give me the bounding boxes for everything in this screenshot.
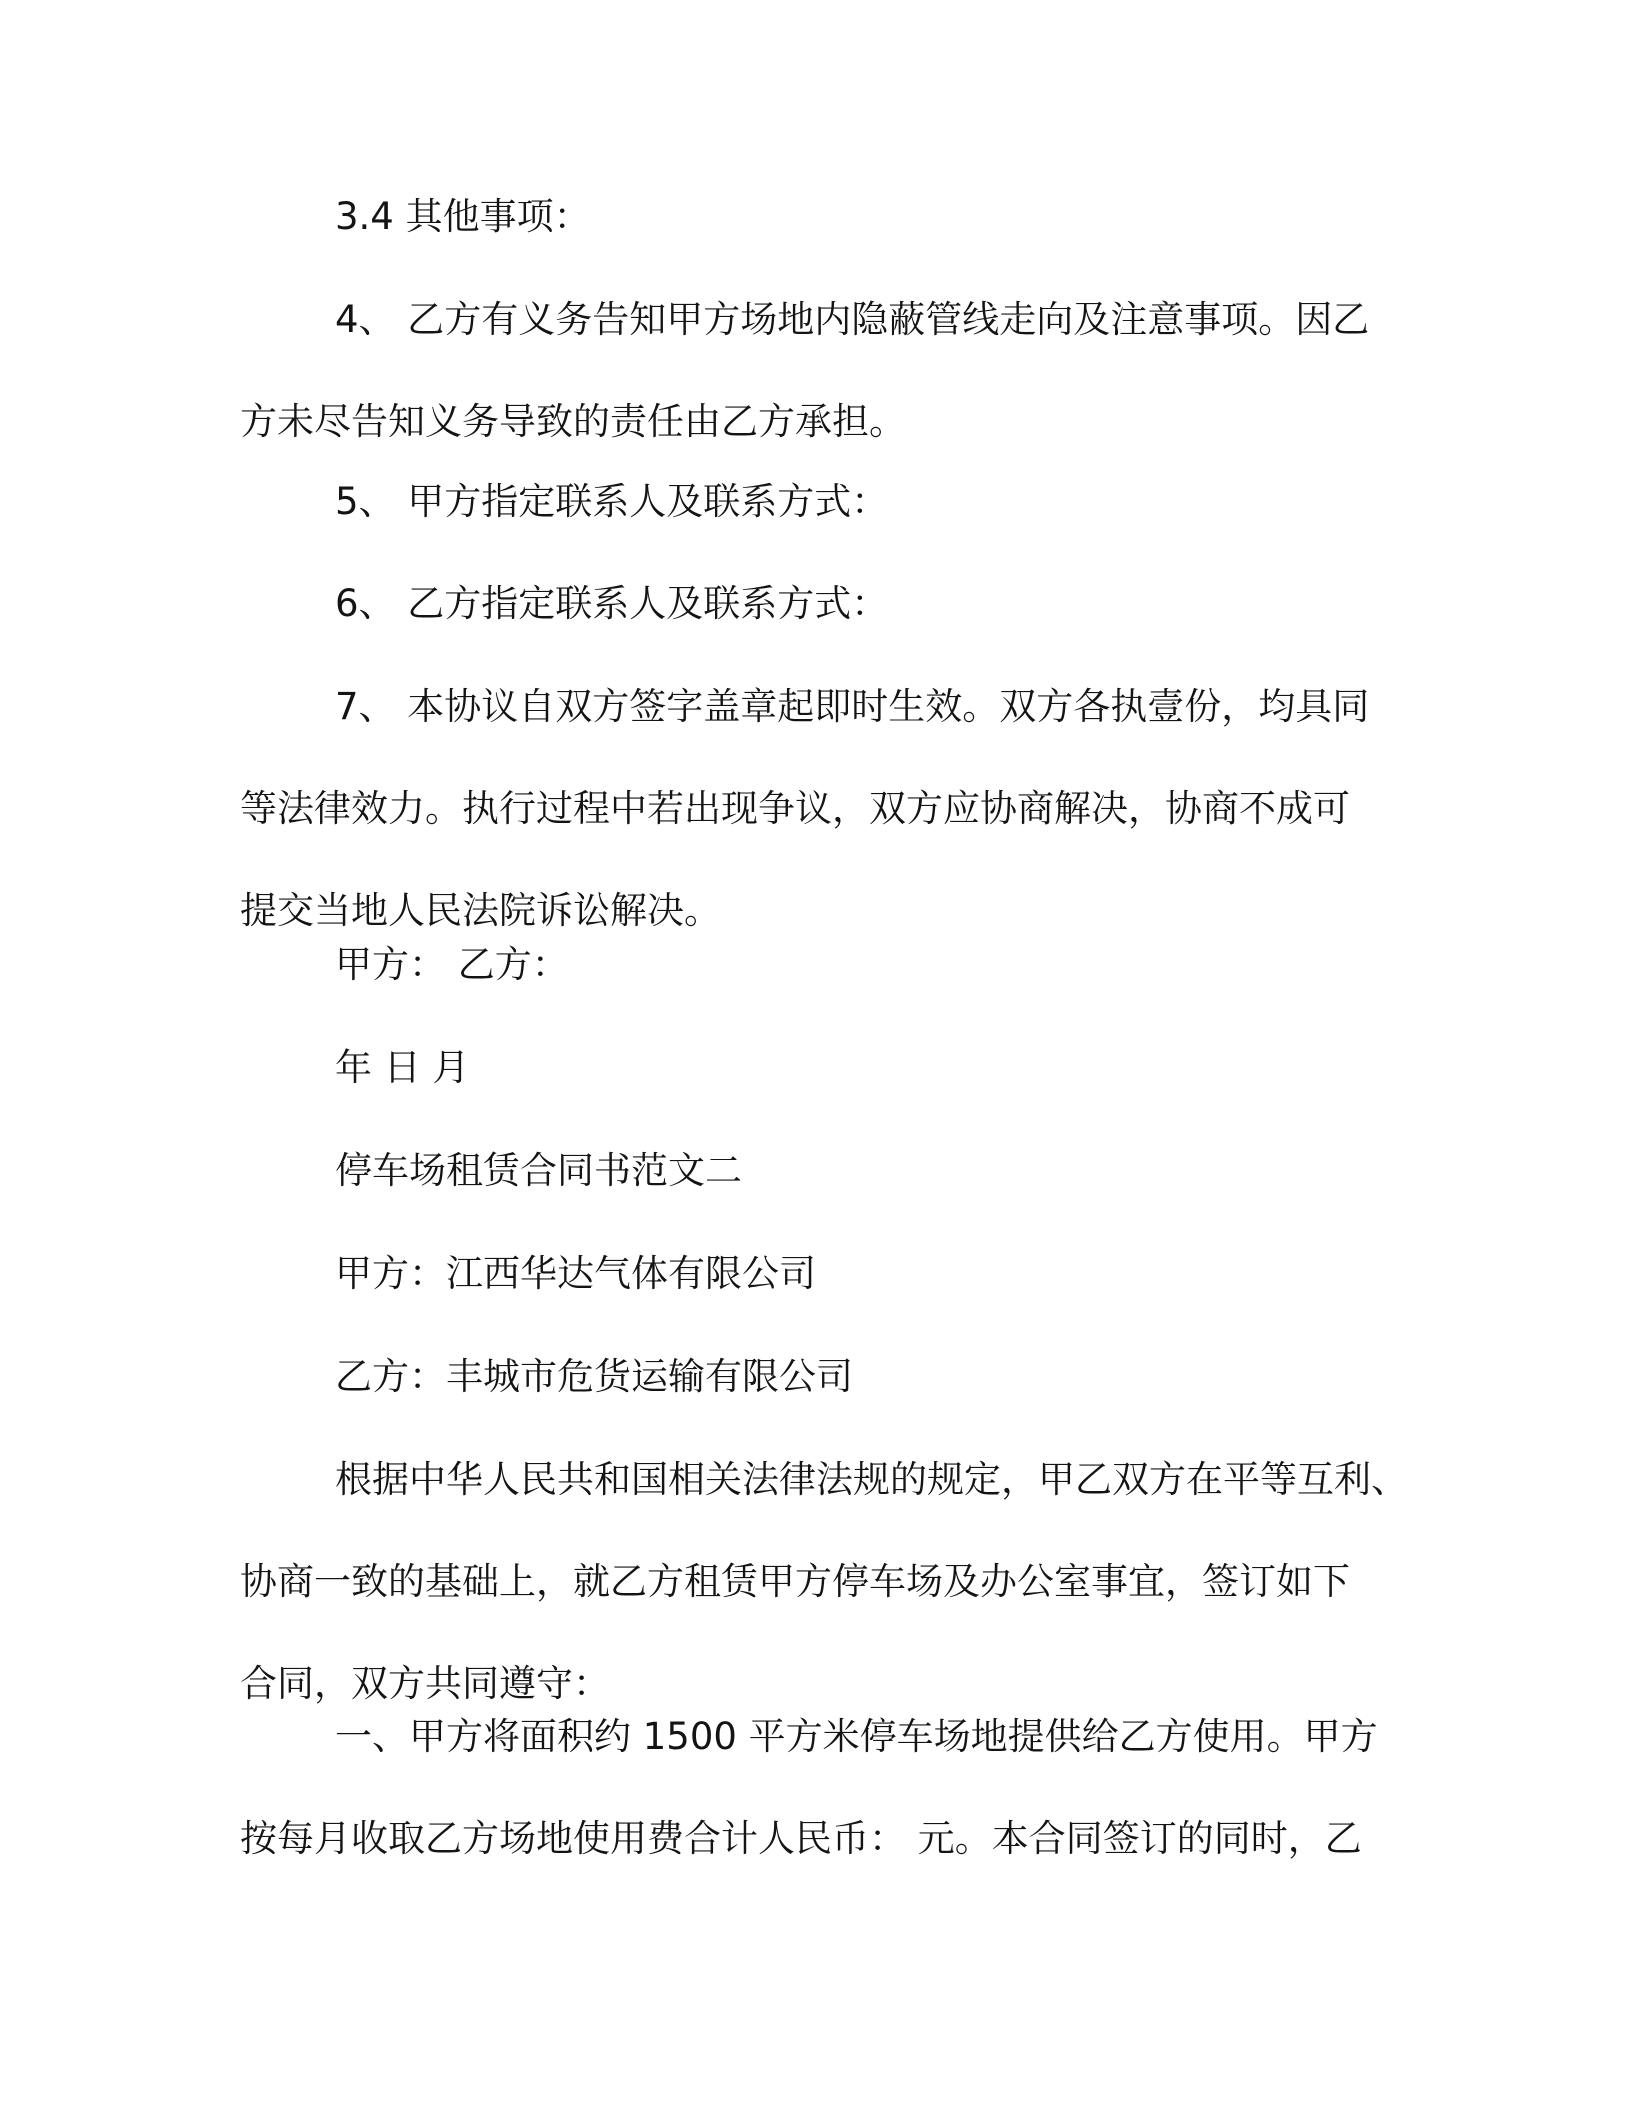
text-line: 年 日 月 [335, 1046, 470, 1089]
text-line: 等法律效力。执行过程中若出现争议，双方应协商解决，协商不成可 [240, 787, 1350, 830]
text-line: 3.4 其他事项： [335, 195, 591, 238]
text-line: 根据中华人民共和国相关法律法规的规定，甲乙双方在平等互利、 [335, 1458, 1408, 1501]
preamble-paragraph [240, 1458, 1408, 1705]
text-line: 方未尽告知义务导致的责任由乙方承担。 [240, 400, 906, 443]
text-line: 一、甲方将面积约 1500 平方米停车场地提供给乙方使用。甲方 [335, 1715, 1378, 1758]
text-line: 7、 本协议自双方签字盖章起即时生效。双方各执壹份，均具同 [335, 685, 1370, 728]
text-line: 甲方： 乙方： [335, 943, 569, 986]
signature-date [240, 1046, 1400, 1089]
clause-5-paragraph [240, 480, 1400, 523]
text-line: 合同，双方共同遵守： [240, 1662, 610, 1705]
text-line: 4、 乙方有义务告知甲方场地内隐蔽管线走向及注意事项。因乙 [335, 298, 1370, 341]
clause-4-paragraph [240, 298, 1400, 443]
text-line: 协商一致的基础上，就乙方租赁甲方停车场及办公室事宜，签订如下 [240, 1560, 1350, 1603]
text-line: 停车场租赁合同书范文二 [335, 1149, 742, 1192]
clause-6-paragraph [240, 582, 1400, 625]
text-line: 6、 乙方指定联系人及联系方式： [335, 582, 889, 625]
text-line: 甲方：江西华达气体有限公司 [335, 1252, 816, 1295]
signature-parties [240, 943, 1400, 986]
text-line: 提交当地人民法院诉讼解决。 [240, 889, 721, 932]
clause-3-4-heading [240, 195, 1400, 238]
text-line: 5、 甲方指定联系人及联系方式： [335, 480, 889, 523]
article-1-paragraph [240, 1715, 1400, 1860]
clause-7-paragraph [240, 685, 1400, 932]
section-title [240, 1149, 1400, 1192]
text-line: 按每月收取乙方场地使用费合计人民币： 元。本合同签订的同时，乙 [240, 1817, 1362, 1860]
text-line: 乙方：丰城市危货运输有限公司 [335, 1355, 853, 1398]
party-b [240, 1355, 1400, 1398]
party-a [240, 1252, 1400, 1295]
